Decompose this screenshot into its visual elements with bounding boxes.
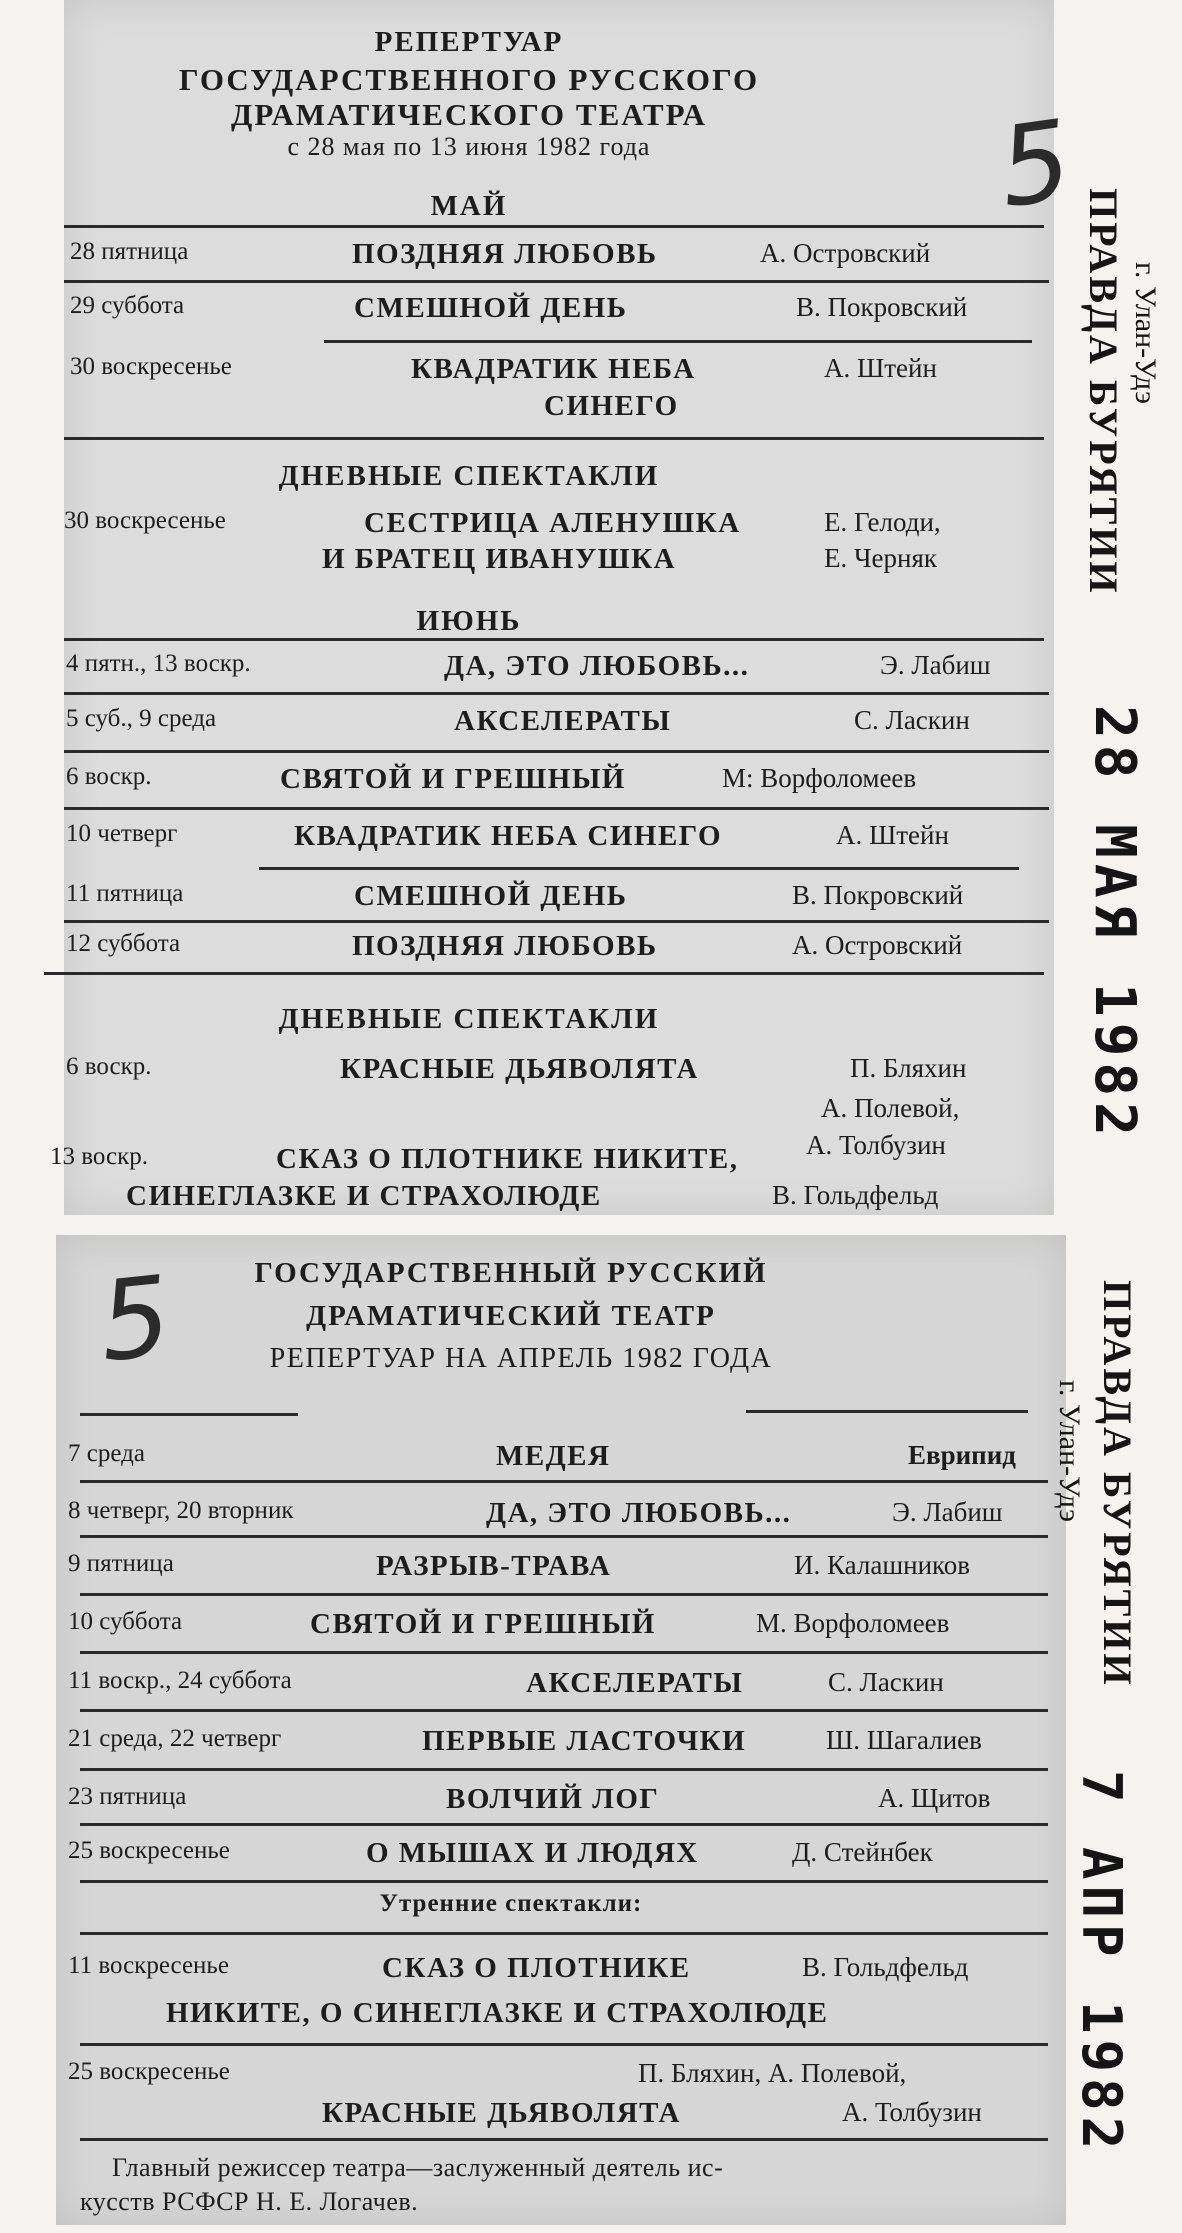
divider bbox=[80, 1709, 1048, 1712]
row-title: АКСЕЛЕРАТЫ bbox=[526, 1667, 744, 1699]
row-author: Е. Гелоди, bbox=[824, 507, 941, 537]
row-author: В. Гольдфельд bbox=[772, 1180, 939, 1210]
handwritten-number: 5 bbox=[991, 95, 1079, 233]
row-title: ПОЗДНЯЯ ЛЮБОВЬ bbox=[352, 238, 658, 270]
divider bbox=[746, 1410, 1028, 1413]
row-date: 6 воскр. bbox=[66, 763, 152, 790]
row-author: Ш. Шагалиев bbox=[826, 1725, 982, 1755]
newspaper-name: ПРАВДА БУРЯТИИ bbox=[1095, 1280, 1140, 1688]
divider bbox=[64, 437, 1044, 440]
schedule-row-cont bbox=[64, 1180, 1054, 1226]
row-author: С. Ласкин bbox=[854, 705, 970, 735]
row-date: 30 воскресенье bbox=[64, 507, 226, 534]
row-author: П. Бляхин bbox=[850, 1053, 967, 1083]
header-line-1: ГОСУДАРСТВЕННЫЙ РУССКИЙ bbox=[254, 1257, 768, 1289]
divider bbox=[80, 1651, 1048, 1654]
row-title-cont: НИКИТЕ, О СИНЕГЛАЗКЕ И СТРАХОЛЮДЕ bbox=[166, 1997, 829, 2029]
schedule-row bbox=[64, 763, 1054, 809]
row-date: 8 четверг, 20 вторник bbox=[68, 1497, 294, 1524]
schedule-row bbox=[64, 292, 1054, 338]
row-title-cont: СИНЕГО bbox=[544, 390, 679, 422]
row-date: 11 пятница bbox=[66, 880, 184, 907]
divider bbox=[64, 225, 1044, 228]
row-title: СКАЗ О ПЛОТНИКЕ НИКИТЕ, bbox=[276, 1143, 739, 1175]
footer-line-2 bbox=[56, 2187, 1066, 2233]
row-title: СКАЗ О ПЛОТНИКЕ bbox=[382, 1952, 691, 1984]
row-author: М. Ворфоломеев bbox=[756, 1608, 950, 1638]
row-date: 11 воскр., 24 суббота bbox=[68, 1667, 292, 1694]
row-date: 21 среда, 22 четверг bbox=[68, 1725, 282, 1752]
header-line-3: РЕПЕРТУАР НА АПРЕЛЬ 1982 ГОДА bbox=[269, 1343, 773, 1374]
row-author: Э. Лабиш bbox=[892, 1497, 1003, 1527]
row-date: 9 пятница bbox=[68, 1550, 174, 1577]
divider bbox=[64, 280, 1049, 283]
divider bbox=[64, 920, 1049, 923]
newspaper-city: г. Улан-Удэ bbox=[1129, 262, 1162, 405]
divider bbox=[324, 340, 1032, 343]
clipping-april bbox=[56, 1235, 1066, 2225]
clipping-may-june bbox=[50, 0, 1054, 1215]
date-stamp: 28 МАЯ 1982 bbox=[1082, 705, 1147, 1142]
divider bbox=[80, 2138, 1048, 2141]
row-author: М: Ворфоломеев bbox=[722, 763, 917, 793]
day-shows-heading: ДНЕВНЫЕ СПЕКТАКЛИ bbox=[278, 1003, 660, 1035]
row-date: 13 воскр. bbox=[50, 1143, 148, 1170]
row-author: А. Щитов bbox=[878, 1783, 991, 1813]
row-title: СВЯТОЙ И ГРЕШНЫЙ bbox=[280, 763, 626, 795]
row-author: Еврипид bbox=[908, 1440, 1016, 1470]
schedule-row bbox=[56, 1952, 1066, 1998]
schedule-row bbox=[56, 1550, 1066, 1596]
row-date: 6 воскр. bbox=[66, 1053, 152, 1080]
row-author: П. Бляхин, А. Полевой, bbox=[638, 2058, 907, 2088]
row-title: ДА, ЭТО ЛЮБОВЬ... bbox=[444, 650, 750, 682]
row-title: СЕСТРИЦА АЛЕНУШКА bbox=[364, 507, 741, 539]
row-date: 30 воскресенье bbox=[70, 353, 232, 380]
row-author: Д. Стейнбек bbox=[792, 1837, 933, 1867]
divider bbox=[80, 1768, 1048, 1771]
row-date: 4 пятн., 13 воскр. bbox=[66, 650, 251, 677]
row-title: МЕДЕЯ bbox=[496, 1440, 611, 1472]
row-title: О МЫШАХ И ЛЮДЯХ bbox=[366, 1837, 699, 1869]
row-author-cont: А. Толбузин bbox=[806, 1130, 946, 1160]
row-title: КРАСНЫЕ ДЬЯВОЛЯТА bbox=[322, 2097, 681, 2129]
row-author: А. Штейн bbox=[836, 820, 949, 850]
date-stamp: 7 АПР 1982 bbox=[1070, 1770, 1133, 2156]
month-june: ИЮНЬ bbox=[416, 605, 522, 637]
row-date: 5 суб., 9 среда bbox=[66, 705, 217, 732]
divider bbox=[64, 750, 1049, 753]
row-author: В. Покровский bbox=[792, 880, 964, 910]
row-date: 10 четверг bbox=[66, 820, 178, 847]
header-line-2: ДРАМАТИЧЕСКИЙ ТЕАТР bbox=[306, 1300, 716, 1332]
row-date: 7 среда bbox=[68, 1440, 145, 1467]
row-date: 25 воскресенье bbox=[68, 1837, 230, 1864]
row-author: И. Калашников bbox=[794, 1550, 971, 1580]
divider bbox=[80, 1823, 1048, 1826]
day-shows-heading: ДНЕВНЫЕ СПЕКТАКЛИ bbox=[278, 460, 660, 492]
newspaper-city: г. Улан-Удэ bbox=[1053, 1380, 1086, 1523]
divider bbox=[80, 2043, 1048, 2046]
divider bbox=[64, 638, 1044, 641]
handwritten-number: 5 bbox=[93, 1251, 177, 1387]
row-title-cont: СИНЕГЛАЗКЕ И СТРАХОЛЮДЕ bbox=[126, 1180, 602, 1212]
row-author-cont: А. Толбузин bbox=[842, 2097, 982, 2127]
divider bbox=[80, 1535, 1048, 1538]
schedule-row-cont bbox=[56, 2097, 1066, 2143]
footer-text: Главный режиссер театра—заслуженный деятель ис- bbox=[112, 2153, 724, 2182]
row-title: РАЗРЫВ-ТРАВА bbox=[376, 1550, 612, 1582]
schedule-row bbox=[64, 705, 1054, 751]
row-author: А. Островский bbox=[792, 930, 963, 960]
schedule-row bbox=[56, 1837, 1066, 1883]
row-date: 11 воскресенье bbox=[68, 1952, 229, 1979]
schedule-row bbox=[64, 238, 1054, 284]
divider bbox=[80, 1932, 1048, 1935]
header-line-1: РЕПЕРТУАР bbox=[374, 26, 564, 58]
row-title: КВАДРАТИК НЕБА СИНЕГО bbox=[294, 820, 723, 852]
row-title: СВЯТОЙ И ГРЕШНЫЙ bbox=[310, 1608, 656, 1640]
row-author: В. Гольдфельд bbox=[802, 1952, 969, 1982]
row-author-cont: Е. Черняк bbox=[824, 543, 938, 573]
footer-text: кусств РСФСР Н. Е. Логачев. bbox=[80, 2187, 419, 2216]
row-date: 29 суббота bbox=[70, 292, 185, 319]
row-title: КРАСНЫЕ ДЬЯВОЛЯТА bbox=[340, 1053, 699, 1085]
row-title: ДА, ЭТО ЛЮБОВЬ... bbox=[486, 1497, 792, 1529]
schedule-row bbox=[56, 1608, 1066, 1654]
row-author-cont: А. Полевой, bbox=[821, 1093, 960, 1123]
schedule-row bbox=[56, 1667, 1066, 1713]
divider bbox=[64, 807, 1049, 810]
header-dates: с 28 мая по 13 июня 1982 года bbox=[287, 132, 651, 161]
row-author: С. Ласкин bbox=[828, 1667, 944, 1697]
row-author: В. Покровский bbox=[796, 292, 968, 322]
row-date: 25 воскресенье bbox=[68, 2058, 230, 2085]
row-date: 28 пятница bbox=[70, 238, 189, 265]
divider bbox=[80, 1413, 298, 1416]
schedule-row-cont bbox=[64, 390, 1054, 436]
schedule-row-cont bbox=[64, 543, 1054, 589]
header-line-2: ГОСУДАРСТВЕННОГО РУССКОГО bbox=[178, 62, 760, 97]
row-date: 23 пятница bbox=[68, 1783, 187, 1810]
schedule-row bbox=[56, 1725, 1066, 1771]
divider bbox=[80, 1593, 1048, 1596]
row-title: КВАДРАТИК НЕБА bbox=[411, 353, 696, 385]
morning-shows-heading: Утренние спектакли: bbox=[379, 1890, 643, 1917]
divider bbox=[259, 867, 1019, 870]
row-date: 10 суббота bbox=[68, 1608, 183, 1635]
divider bbox=[80, 1480, 1048, 1483]
schedule-row-cont bbox=[56, 1997, 1066, 2043]
row-title-cont: И БРАТЕЦ ИВАНУШКА bbox=[322, 543, 677, 575]
divider bbox=[64, 692, 1049, 695]
row-author: А. Штейн bbox=[824, 353, 937, 383]
header-line-3: ДРАМАТИЧЕСКОГО ТЕАТРА bbox=[231, 97, 707, 132]
row-title: ПЕРВЫЕ ЛАСТОЧКИ bbox=[422, 1725, 747, 1757]
row-author: А. Островский bbox=[760, 238, 931, 268]
row-title: АКСЕЛЕРАТЫ bbox=[454, 705, 672, 737]
schedule-row bbox=[64, 820, 1054, 866]
row-title: ВОЛЧИЙ ЛОГ bbox=[446, 1783, 660, 1815]
newspaper-name: ПРАВДА БУРЯТИИ bbox=[1081, 188, 1126, 596]
divider bbox=[80, 1880, 1048, 1883]
row-title: СМЕШНОЙ ДЕНЬ bbox=[354, 292, 628, 324]
row-author: Э. Лабиш bbox=[880, 650, 991, 680]
schedule-row bbox=[64, 930, 1054, 976]
row-date: 12 суббота bbox=[66, 930, 181, 957]
month-may: МАЙ bbox=[430, 190, 508, 222]
schedule-row bbox=[64, 650, 1054, 696]
row-title: СМЕШНОЙ ДЕНЬ bbox=[354, 880, 628, 912]
row-title: ПОЗДНЯЯ ЛЮБОВЬ bbox=[352, 930, 658, 962]
divider bbox=[44, 972, 1044, 975]
